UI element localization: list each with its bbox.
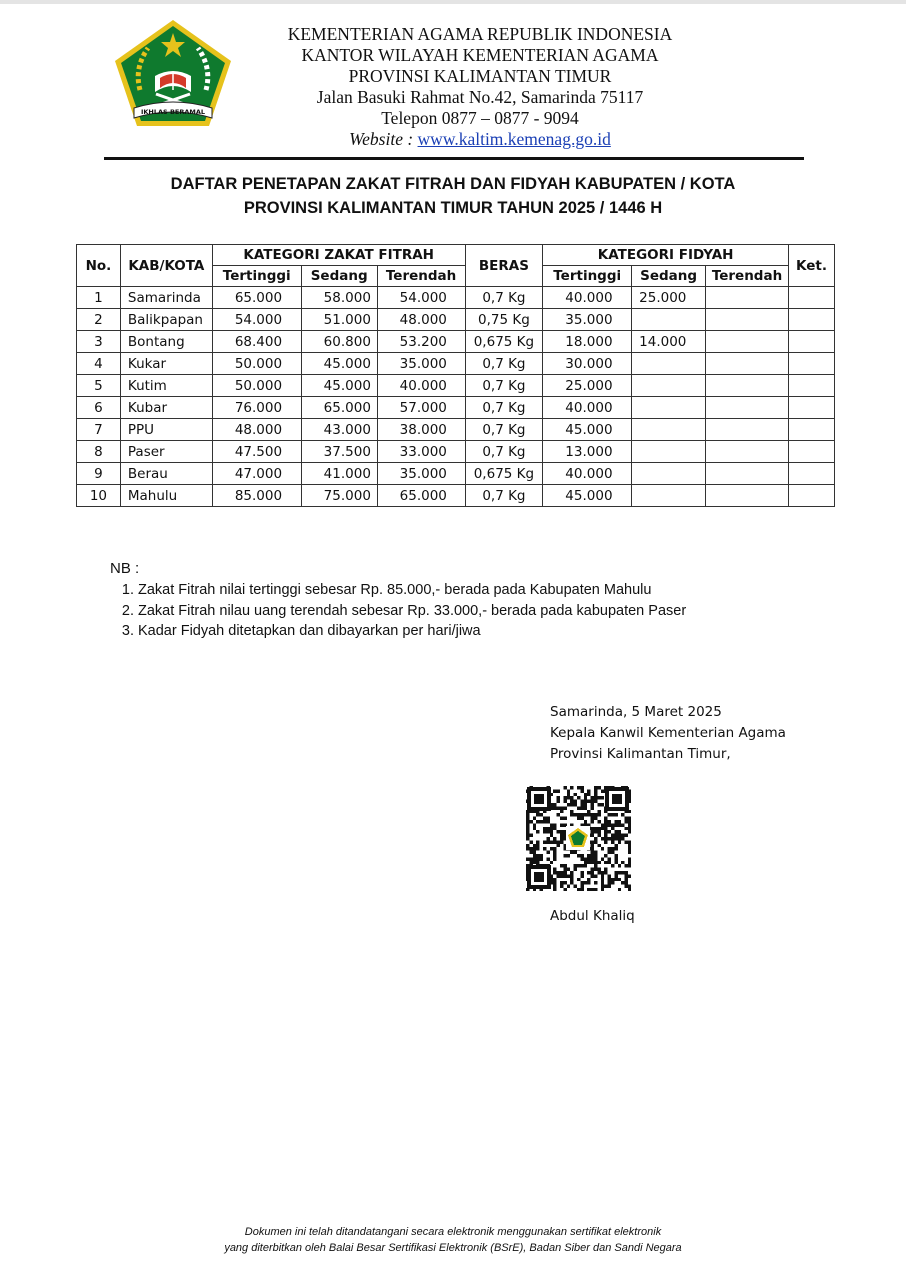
col-header-ket: Ket. <box>788 245 834 287</box>
notes-section <box>110 560 686 642</box>
cell-zakat-terendah: 35.000 <box>377 463 465 485</box>
cell-zakat-sedang: 43.000 <box>301 419 377 441</box>
table-row <box>77 331 835 353</box>
table-row <box>77 485 835 507</box>
letterhead-office: KANTOR WILAYAH KEMENTERIAN AGAMA <box>301 45 659 65</box>
cell-beras: 0,7 Kg <box>465 397 543 419</box>
cell-zakat-sedang: 45.000 <box>301 353 377 375</box>
website-label: Website : <box>349 129 418 149</box>
cell-fidyah-sedang <box>632 419 706 441</box>
cell-no: 4 <box>77 353 121 375</box>
cell-zakat-tertinggi: 68.400 <box>212 331 301 353</box>
cell-ket <box>788 397 834 419</box>
notes-list <box>110 580 686 642</box>
letterhead-rule <box>104 157 804 160</box>
col-header-beras: BERAS <box>465 245 543 287</box>
cell-beras: 0,675 Kg <box>465 463 543 485</box>
cell-zakat-terendah: 54.000 <box>377 287 465 309</box>
cell-zakat-sedang: 37.500 <box>301 441 377 463</box>
letterhead-website <box>270 129 690 150</box>
cell-beras: 0,7 Kg <box>465 287 543 309</box>
cell-kab: Paser <box>120 441 212 463</box>
cell-kab: Kubar <box>120 397 212 419</box>
cell-kab: Mahulu <box>120 485 212 507</box>
kemenag-emblem-icon <box>112 18 234 128</box>
cell-zakat-tertinggi: 47.000 <box>212 463 301 485</box>
cell-fidyah-terendah <box>706 485 789 507</box>
col-header-fidyah-sedang: Sedang <box>632 266 706 287</box>
cell-no: 9 <box>77 463 121 485</box>
col-header-fidyah-terendah: Terendah <box>706 266 789 287</box>
cell-zakat-terendah: 35.000 <box>377 353 465 375</box>
cell-fidyah-tertinggi: 25.000 <box>543 375 632 397</box>
signature-place-date: Samarinda, 5 Maret 2025 <box>550 704 722 720</box>
cell-zakat-sedang: 51.000 <box>301 309 377 331</box>
cell-fidyah-tertinggi: 40.000 <box>543 287 632 309</box>
table-row <box>77 419 835 441</box>
cell-kab: Balikpapan <box>120 309 212 331</box>
letterhead-province: PROVINSI KALIMANTAN TIMUR <box>348 66 612 86</box>
cell-fidyah-terendah <box>706 441 789 463</box>
cell-kab: Kukar <box>120 353 212 375</box>
col-header-no: No. <box>77 245 121 287</box>
cell-fidyah-sedang <box>632 463 706 485</box>
cell-fidyah-terendah <box>706 353 789 375</box>
cell-no: 5 <box>77 375 121 397</box>
cell-kab: Bontang <box>120 331 212 353</box>
table-header-row-1 <box>77 245 835 266</box>
cell-zakat-terendah: 53.200 <box>377 331 465 353</box>
cell-fidyah-tertinggi: 35.000 <box>543 309 632 331</box>
cell-kab: Samarinda <box>120 287 212 309</box>
cell-zakat-sedang: 60.800 <box>301 331 377 353</box>
cell-zakat-tertinggi: 65.000 <box>212 287 301 309</box>
cell-fidyah-tertinggi: 45.000 <box>543 485 632 507</box>
table-row <box>77 375 835 397</box>
signer-name: Abdul Khaliq <box>550 908 635 924</box>
cell-fidyah-tertinggi: 45.000 <box>543 419 632 441</box>
footer-note <box>150 1224 756 1256</box>
cell-fidyah-terendah <box>706 331 789 353</box>
cell-fidyah-sedang <box>632 375 706 397</box>
cell-zakat-terendah: 33.000 <box>377 441 465 463</box>
cell-fidyah-tertinggi: 40.000 <box>543 463 632 485</box>
cell-zakat-sedang: 41.000 <box>301 463 377 485</box>
cell-fidyah-terendah <box>706 375 789 397</box>
qr-code-icon <box>525 785 631 891</box>
cell-fidyah-terendah <box>706 419 789 441</box>
letterhead-address: Jalan Basuki Rahmat No.42, Samarinda 75117 <box>316 87 644 107</box>
cell-no: 8 <box>77 441 121 463</box>
top-edge-bar <box>0 0 906 4</box>
cell-no: 6 <box>77 397 121 419</box>
cell-fidyah-terendah <box>706 287 789 309</box>
cell-zakat-tertinggi: 85.000 <box>212 485 301 507</box>
cell-no: 10 <box>77 485 121 507</box>
cell-zakat-tertinggi: 47.500 <box>212 441 301 463</box>
table-row <box>77 353 835 375</box>
cell-no: 3 <box>77 331 121 353</box>
table-row <box>77 397 835 419</box>
table-row <box>77 287 835 309</box>
cell-no: 1 <box>77 287 121 309</box>
table-row <box>77 309 835 331</box>
cell-fidyah-sedang: 25.000 <box>632 287 706 309</box>
cell-kab: Berau <box>120 463 212 485</box>
cell-fidyah-tertinggi: 40.000 <box>543 397 632 419</box>
cell-kab: PPU <box>120 419 212 441</box>
notes-title: NB : <box>110 560 140 577</box>
col-header-zakat-tertinggi: Tertinggi <box>212 266 301 287</box>
cell-zakat-tertinggi: 50.000 <box>212 353 301 375</box>
document-title-line1: DAFTAR PENETAPAN ZAKAT FITRAH DAN FIDYAH KABUPATEN / KOTA <box>170 175 736 193</box>
cell-kab: Kutim <box>120 375 212 397</box>
cell-ket <box>788 441 834 463</box>
col-header-zakat-sedang: Sedang <box>301 266 377 287</box>
col-header-zakat-group: KATEGORI ZAKAT FITRAH <box>212 245 465 266</box>
cell-zakat-terendah: 57.000 <box>377 397 465 419</box>
cell-ket <box>788 353 834 375</box>
note-item: 2. Zakat Fitrah nilau uang terendah sebesar Rp. 33.000,- berada pada kabupaten Paser <box>138 601 686 622</box>
cell-fidyah-terendah <box>706 397 789 419</box>
zakat-fidyah-table <box>76 244 835 507</box>
cell-beras: 0,7 Kg <box>465 353 543 375</box>
cell-zakat-tertinggi: 54.000 <box>212 309 301 331</box>
cell-no: 2 <box>77 309 121 331</box>
cell-fidyah-tertinggi: 13.000 <box>543 441 632 463</box>
table-row <box>77 463 835 485</box>
cell-fidyah-terendah <box>706 309 789 331</box>
table-row <box>77 441 835 463</box>
cell-fidyah-sedang <box>632 485 706 507</box>
website-link[interactable]: www.kaltim.kemenag.go.id <box>417 129 611 149</box>
col-header-fidyah-tertinggi: Tertinggi <box>543 266 632 287</box>
cell-fidyah-sedang: 14.000 <box>632 331 706 353</box>
cell-fidyah-sedang <box>632 353 706 375</box>
table-body <box>77 287 835 507</box>
cell-beras: 0,7 Kg <box>465 441 543 463</box>
footer-line-1: Dokumen ini telah ditandatangani secara elektronik menggunakan sertifikat elektronik <box>244 1226 662 1238</box>
cell-no: 7 <box>77 419 121 441</box>
signature-role-1: Kepala Kanwil Kementerian Agama <box>550 725 786 741</box>
cell-beras: 0,7 Kg <box>465 419 543 441</box>
signature-role-2: Provinsi Kalimantan Timur, <box>550 746 731 762</box>
document-title-line2: PROVINSI KALIMANTAN TIMUR TAHUN 2025 / 1446 H <box>243 199 663 217</box>
cell-zakat-tertinggi: 50.000 <box>212 375 301 397</box>
letterhead-ministry: KEMENTERIAN AGAMA REPUBLIK INDONESIA <box>287 24 673 44</box>
cell-zakat-sedang: 75.000 <box>301 485 377 507</box>
col-header-kab-kota: KAB/KOTA <box>120 245 212 287</box>
cell-fidyah-tertinggi: 18.000 <box>543 331 632 353</box>
cell-zakat-tertinggi: 48.000 <box>212 419 301 441</box>
cell-zakat-sedang: 65.000 <box>301 397 377 419</box>
cell-fidyah-sedang <box>632 309 706 331</box>
cell-zakat-terendah: 48.000 <box>377 309 465 331</box>
note-item: 3. Kadar Fidyah ditetapkan dan dibayarkan per hari/jiwa <box>138 621 686 642</box>
cell-zakat-sedang: 45.000 <box>301 375 377 397</box>
cell-ket <box>788 331 834 353</box>
cell-zakat-terendah: 38.000 <box>377 419 465 441</box>
cell-ket <box>788 309 834 331</box>
signature-block <box>550 702 786 765</box>
cell-ket <box>788 485 834 507</box>
cell-zakat-terendah: 65.000 <box>377 485 465 507</box>
cell-beras: 0,7 Kg <box>465 485 543 507</box>
cell-fidyah-sedang <box>632 397 706 419</box>
letterhead-phone: Telepon 0877 – 0877 - 9094 <box>381 108 579 128</box>
cell-ket <box>788 375 834 397</box>
col-header-fidyah-group: KATEGORI FIDYAH <box>543 245 789 266</box>
cell-ket <box>788 287 834 309</box>
emblem-motto: IKHLAS BERAMAL <box>140 108 206 116</box>
cell-ket <box>788 419 834 441</box>
cell-fidyah-sedang <box>632 441 706 463</box>
cell-zakat-tertinggi: 76.000 <box>212 397 301 419</box>
cell-beras: 0,675 Kg <box>465 331 543 353</box>
cell-beras: 0,75 Kg <box>465 309 543 331</box>
cell-fidyah-terendah <box>706 463 789 485</box>
note-item: 1. Zakat Fitrah nilai tertinggi sebesar Rp. 85.000,- berada pada Kabupaten Mahulu <box>138 580 686 601</box>
cell-zakat-sedang: 58.000 <box>301 287 377 309</box>
footer-line-2: yang diterbitkan oleh Balai Besar Sertifikasi Elektronik (BSrE), Badan Siber dan Sandi Negara <box>224 1242 682 1254</box>
cell-ket <box>788 463 834 485</box>
document-title <box>60 172 846 220</box>
cell-zakat-terendah: 40.000 <box>377 375 465 397</box>
letterhead <box>270 24 690 150</box>
cell-fidyah-tertinggi: 30.000 <box>543 353 632 375</box>
col-header-zakat-terendah: Terendah <box>377 266 465 287</box>
cell-beras: 0,7 Kg <box>465 375 543 397</box>
